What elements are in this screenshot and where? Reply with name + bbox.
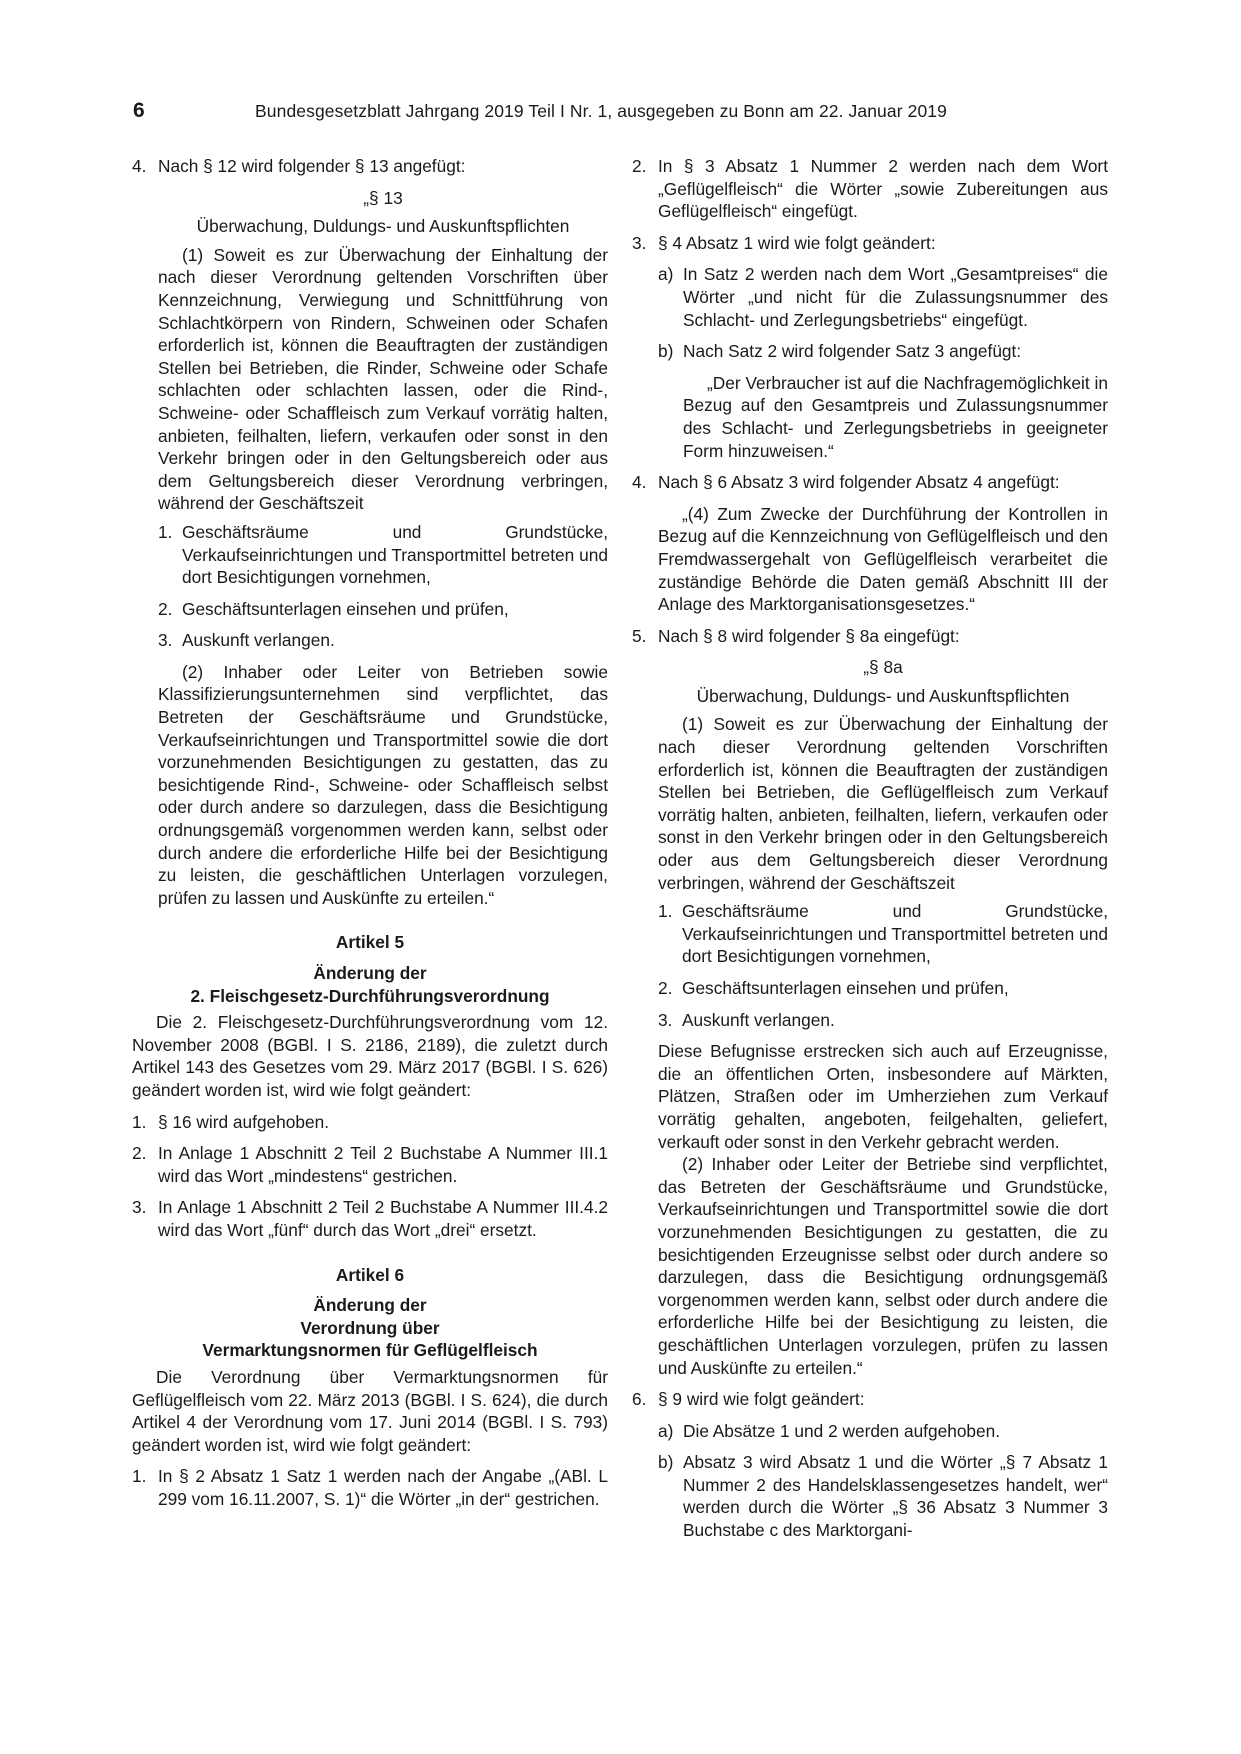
item-text: In Anlage 1 Abschnitt 2 Teil 2 Buchstabe A Nummer III.1 wird das Wort „mindestens“ gestrichen. bbox=[158, 1143, 608, 1186]
list-item bbox=[632, 625, 1108, 648]
paragraph: (1) Soweit es zur Überwachung der Einhaltung der nach dieser Verordnung geltenden Vorschriften über Kennzeichnung, Verwiegung und Schnittführung von Schlachtkörpern von Rindern, Schweinen oder Schafen erforderlich ist, können die Beauftragten der zuständigen Stellen bei Betrieben, die Rinder, Schweine oder Schafe schlachten oder schlachten lassen, oder die Rind-, Schweine- oder Schaffleisch zum Verkauf vorrätig halten, anbieten, feilhalten, liefern, verkaufen oder sonst in den Verkehr bringen oder in den Geltungsbereich oder aus dem Geltungsbereich dieser Verordnung verbringen, während der Geschäftszeit bbox=[158, 244, 608, 514]
item-number: 3. bbox=[158, 630, 173, 651]
list-item bbox=[158, 521, 608, 589]
article-title-line: Vermarktungsnormen für Geflügelfleisch bbox=[202, 1340, 538, 1361]
list-item bbox=[632, 155, 1108, 223]
article-title-line: Änderung der bbox=[313, 963, 427, 983]
inserted-section-8a bbox=[658, 656, 1108, 1379]
item-text: § 16 wird aufgehoben. bbox=[158, 1111, 330, 1132]
item-number: 1. bbox=[132, 1111, 147, 1132]
item-text: Nach § 8 wird folgender § 8a eingefügt: bbox=[658, 625, 960, 646]
item-number: 1. bbox=[658, 901, 673, 922]
sub-item-text: Die Absätze 1 und 2 werden aufgehoben. bbox=[683, 1420, 1001, 1441]
list-item bbox=[658, 977, 1108, 1000]
item-text: In § 3 Absatz 1 Nummer 2 werden nach dem Wort „Geflügelfleisch“ die Wörter „sowie Zubereitungen aus Geflügelfleisch“ eingefügt. bbox=[658, 156, 1108, 222]
list-item bbox=[658, 1009, 1108, 1032]
sub-item-letter: a) bbox=[658, 1420, 674, 1441]
article-number: Artikel 6 bbox=[335, 1264, 405, 1285]
item-text: Nach § 6 Absatz 3 wird folgender Absatz 4 angefügt: bbox=[658, 472, 1060, 493]
list-item bbox=[658, 900, 1108, 968]
item-number: 3. bbox=[132, 1197, 147, 1218]
item-text: Auskunft verlangen. bbox=[682, 1009, 835, 1030]
list-item bbox=[632, 232, 1108, 255]
item-number: 4. bbox=[632, 472, 647, 493]
article-title-line: 2. Fleischgesetz-Durchführungsverordnung bbox=[190, 985, 550, 1006]
list-item bbox=[132, 1111, 608, 1134]
quoted-text: „(4) Zum Zwecke der Durchführung der Kontrollen in Bezug auf die Kennzeichnung von Geflügelfleisch und den Fremdwassergehalt von Geflügelfleisch verarbeitet die zuständige Behörde die Daten gemäß Abschnitt III der Anlage des Marktorganisationsgesetzes.“ bbox=[658, 503, 1108, 615]
paragraph: Die 2. Fleischgesetz-Durchführungsverordnung vom 12. November 2008 (BGBl. I S. 2186, 2189), die zuletzt durch Artikel 143 des Gesetzes vom 29. März 2017 (BGBl. I S. 626) geändert worden ist, wird wie folgt geändert: bbox=[132, 1012, 608, 1100]
article-title-line: Änderung der bbox=[313, 1295, 427, 1316]
item-number: 1. bbox=[158, 521, 173, 542]
list-item bbox=[158, 598, 608, 621]
page-number: 6 bbox=[133, 99, 145, 122]
item-number: 3. bbox=[632, 232, 647, 253]
item-text: Geschäftsräume und Grundstücke, Verkaufseinrichtungen und Transportmittel betreten und dort Besichtigungen vornehmen, bbox=[682, 901, 1108, 967]
item-number: 2. bbox=[632, 156, 647, 176]
item-text: Auskunft verlangen. bbox=[182, 630, 335, 651]
running-header: Bundesgesetzblatt Jahrgang 2019 Teil I Nr. 1, ausgegeben zu Bonn am 22. Januar 2019 bbox=[255, 101, 947, 121]
list-item bbox=[132, 1465, 608, 1510]
list-item bbox=[632, 1388, 1108, 1411]
item-number: 2. bbox=[158, 598, 173, 619]
section-title: Überwachung, Duldungs- und Auskunftspflichten bbox=[696, 685, 1070, 706]
inserted-section-13 bbox=[158, 187, 608, 910]
item-number: 3. bbox=[658, 1009, 673, 1030]
item-text: Geschäftsräume und Grundstücke, Verkaufseinrichtungen und Transportmittel betreten und dort Besichtigungen vornehmen, bbox=[182, 521, 608, 588]
article-number: Artikel 5 bbox=[335, 932, 405, 953]
paragraph: (2) Inhaber oder Leiter der Betriebe sind verpflichtet, das Betreten der Geschäftsräume und Grundstücke, Verkaufseinrichtungen und Transportmittel sowie die dort vorzunehmenden Besichtigungen zu gestatten, die zu besichtigenden Erzeugnisse selbst oder durch andere so darzulegen, dass die Besichtigung ordnungsgemäß vorgenommen werden kann, selbst oder durch andere die erforderliche Hilfe bei der Besichtigung zu leisten, die geschäftlichen Unterlagen vorzulegen, prüfen zu lassen und Auskünfte zu erteilen.“ bbox=[658, 1154, 1108, 1378]
list-item bbox=[632, 471, 1108, 494]
paragraph: (1) Soweit es zur Überwachung der Einhaltung der nach dieser Verordnung geltenden Vorschriften erforderlich ist, können die Beauftragten der zuständigen Stellen bei Betrieben, die Geflügelfleisch zum Verkauf vorrätig halten, anbieten, feilhalten, liefern, verkaufen oder sonst in den Verkehr bringen oder in den Geltungsbereich oder aus dem Geltungsbereich dieser Verordnung verbringen, während der Geschäftszeit bbox=[658, 714, 1108, 893]
sub-item-letter: b) bbox=[658, 1452, 674, 1473]
item-text: Geschäftsunterlagen einsehen und prüfen, bbox=[182, 598, 509, 619]
paragraph: Die Verordnung über Vermarktungsnormen für Geflügelfleisch vom 22. März 2013 (BGBl. I S. 624), die durch Artikel 4 der Verordnung vom 17. Juni 2014 (BGBl. I S. 793) geändert worden ist, wird wie folgt geändert: bbox=[132, 1366, 608, 1455]
item-number: 2. bbox=[132, 1143, 147, 1164]
sub-item-text: Absatz 3 wird Absatz 1 und die Wörter „§ 7 Absatz 1 Nummer 2 des Handelsklassengesetzes handelt, wer“ werden durch die Wörter „§ 36 Absatz 3 Nummer 3 Buchstabe c des Marktorgani- bbox=[683, 1452, 1108, 1541]
left-column bbox=[132, 155, 608, 1519]
item-text: § 4 Absatz 1 wird wie folgt geändert: bbox=[658, 232, 936, 253]
paragraph: (2) Inhaber oder Leiter von Betrieben sowie Klassifizierungsunternehmen sind verpflichtet, das Betreten der Geschäftsräume und Grundstücke, Verkaufseinrichtungen und Transportmittel sowie die dort vorzunehmenden Besichtigungen zu gestatten, das zu besichtigende Rind-, Schweine- oder Schaffleisch selbst oder durch andere so darzulegen, dass die Besichtigung ordnungsgemäß vorgenommen werden kann, selbst oder durch andere die erforderliche Hilfe bei der Besichtigung zu leisten, die geschäftlichen Unterlagen vorzulegen, prüfen zu lassen und Auskünfte zu erteilen.“ bbox=[158, 661, 608, 908]
list-item bbox=[132, 1196, 608, 1241]
sub-item-letter: a) bbox=[658, 264, 674, 285]
item-number: 1. bbox=[132, 1466, 147, 1487]
list-item bbox=[132, 155, 608, 178]
section-heading: „§ 8a bbox=[863, 657, 903, 678]
section-title: Überwachung, Duldungs- und Auskunftspflichten bbox=[196, 216, 570, 237]
sub-item-text: In Satz 2 werden nach dem Wort „Gesamtpreises“ die Wörter „und nicht für die Zulassungsnummer des Schlacht- und Zerlegungsbetriebs“ eingefügt. bbox=[683, 264, 1108, 330]
item-number: 4. bbox=[132, 156, 147, 176]
item-text: Nach § 12 wird folgender § 13 angefügt: bbox=[158, 156, 466, 176]
paragraph: Diese Befugnisse erstrecken sich auch auf Erzeugnisse, die an öffentlichen Orten, insbesondere auf Märkten, Plätzen, Straßen oder im Umherziehen zum Verkauf vorrätig gehalten, angeboten, feilgehalten, geliefert, verkauft oder sonst in den Verkehr gebracht werden. bbox=[658, 1041, 1108, 1152]
right-column bbox=[632, 155, 1108, 1551]
sub-item bbox=[658, 263, 1108, 331]
quoted-text: „Der Verbraucher ist auf die Nachfragemöglichkeit in Bezug auf den Gesamtpreis und Zulassungsnummer des Schlacht- und Zerlegungsbetriebs in geeigneter Form hinzuweisen.“ bbox=[683, 372, 1108, 461]
item-text: § 9 wird wie folgt geändert: bbox=[658, 1389, 865, 1410]
item-number: 2. bbox=[658, 978, 673, 998]
item-text: In Anlage 1 Abschnitt 2 Teil 2 Buchstabe A Nummer III.4.2 wird das Wort „fünf“ durch das Wort „drei“ ersetzt. bbox=[158, 1197, 608, 1240]
sub-item bbox=[658, 1420, 1108, 1443]
sub-item bbox=[658, 1451, 1108, 1541]
item-text: In § 2 Absatz 1 Satz 1 werden nach der Angabe „(ABl. L 299 vom 16.11.2007, S. 1)“ die Wörter „in der“ gestrichen. bbox=[158, 1466, 608, 1509]
article-title-line: Verordnung über bbox=[300, 1317, 440, 1338]
list-item bbox=[132, 1142, 608, 1187]
sub-item-text: Nach Satz 2 wird folgender Satz 3 angefügt: bbox=[683, 341, 1022, 362]
item-number: 6. bbox=[632, 1389, 647, 1410]
sub-item-letter: b) bbox=[658, 341, 674, 362]
item-text: Geschäftsunterlagen einsehen und prüfen, bbox=[682, 978, 1009, 998]
item-number: 5. bbox=[632, 625, 647, 646]
sub-item bbox=[658, 340, 1108, 363]
list-item bbox=[158, 629, 608, 652]
section-heading: „§ 13 bbox=[363, 187, 403, 208]
